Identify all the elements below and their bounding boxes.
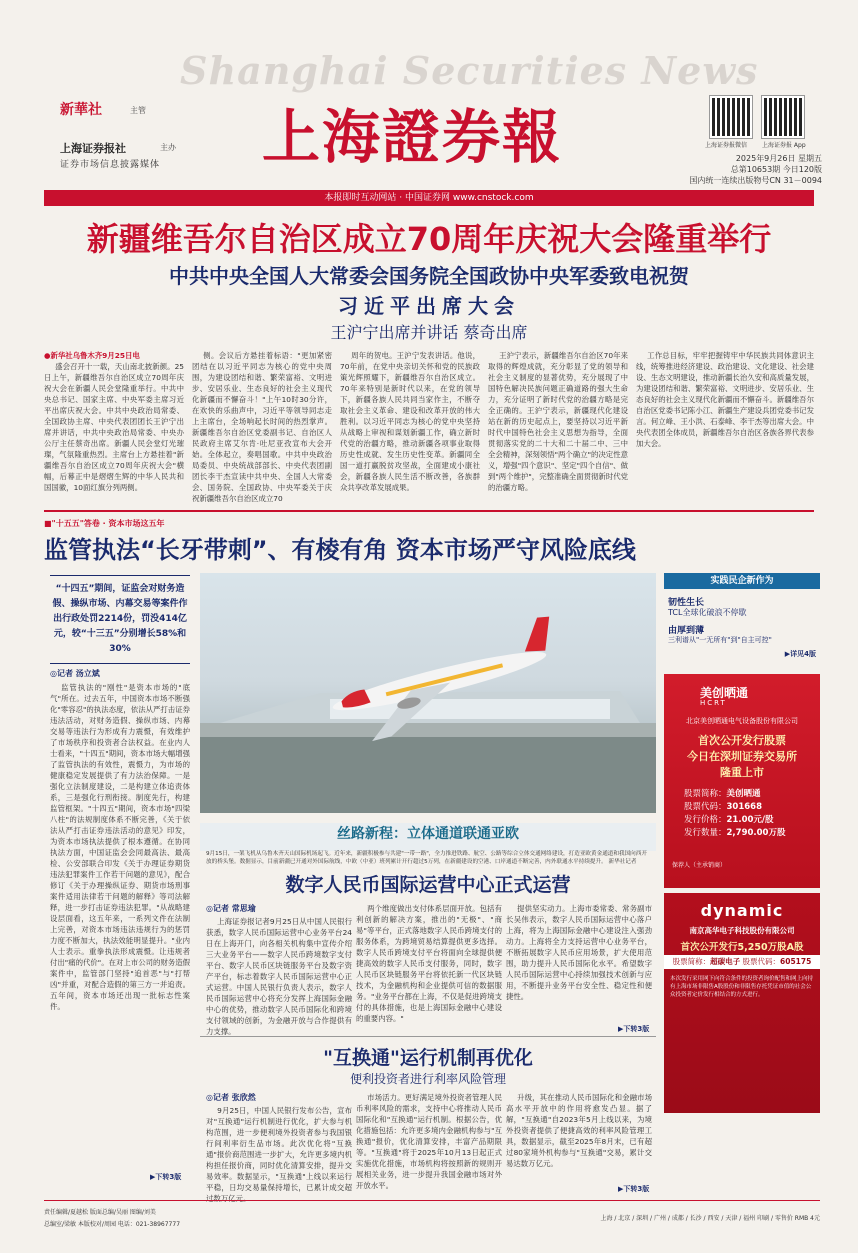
hcrt-row-value: 美创晒通 <box>726 789 761 799</box>
section-divider <box>44 510 814 512</box>
lead-column-5 <box>636 350 814 500</box>
hcrt-row-value: 21.00元/股 <box>726 815 774 825</box>
regulation-headline: 监管执法“长牙带刺”、有棱有角 资本市场严守风险底线 <box>44 536 636 564</box>
section-kicker: ■"十五五"答卷 · 资本市场这五年 <box>44 519 165 528</box>
issue-date: 2025年9月26日 星期五 <box>735 154 822 163</box>
hcrt-row-value: 2,790.00万股 <box>726 828 786 838</box>
dynamic-abbr: 超碳电子 <box>710 957 741 966</box>
feature-item-1-subtitle[interactable]: TCL全球化破浪不停歇 <box>668 608 747 617</box>
website-banner[interactable]: 本报即时互动网站 · 中国证券网 www.cnstock.com <box>44 190 814 206</box>
dynamic-brand: dynamic <box>700 901 784 920</box>
swap-connect-headline: "互换通"运行机制再优化 <box>323 1047 533 1069</box>
swap-column-2 <box>356 1092 502 1193</box>
hcrt-headline-3: 隆重上市 <box>720 766 764 779</box>
section-divider-thin <box>200 1036 656 1037</box>
lead-col4-text: 王沪宁表示，新疆维吾尔自治区70年来取得的辉煌成就，充分彰显了党的领导和社会主义制度的显著优势，充分展现了中国特色解决民族问题正确道路的强大生命力，充分证明了新时代党的治疆方略是完全正确的。王沪宁表示，新疆现代化建设站在新的历史起点上，要坚持以习近平新时代中国特色社会主义思想为指导，全面贯彻落实党的二十大和二十届二中、三中全会精神，深刻领悟"两个确立"的决定性意义，增强"四个意识"、坚定"四个自信"、做到"两个维护"，完整准确全面贯彻新时代党的治疆方略。 <box>488 351 628 492</box>
swap-connect-byline: ◎记者 张欣然 <box>206 1093 256 1102</box>
lead-col2-text: 侧。会议后方悬挂着标语："更加紧密团结在以习近平同志为核心的党中央周围，为建设团结和谐、繁荣富裕、文明进步、安居乐业、生态良好的社会主义现代化新疆而不懈奋斗！"上午10时30分许，在欢快的乐曲声中，习近平等领导同志走上主席台，全场响起长时间的热烈掌声。新疆维吾尔自治区党委副书记、自治区人民政府主席艾尔肯·吐尼亚孜宣布大会开始。全体起立，奏唱国歌。中共中央政治局委员、中央统战部部长、中央代表团副团长李干杰宣读中共中央、全国人大常委会、国务院、全国政协、中央军委关于庆祝新疆维吾尔自治区成立70 <box>192 351 332 503</box>
swap-col2-text: 市场活力。更好满足境外投资者管理人民币利率风险的需求，支持中心将推动人民币国际化和"互换通"运行机制。根据公告，优化措施包括：允许更多境内金融机构参与"互换通"报价，优化清算安排，丰富产品期限等。"互换通"将于2025年10月13日起正式实施优化措施，市场机构将按照新的规则开展相关业务，进一步提升我国金融市场对外开放水平。 <box>356 1093 502 1190</box>
hcrt-row-label: 股票简称： <box>684 789 727 799</box>
feature-item-2-subtitle[interactable]: 三利谱从"一无所有"到"自主可控" <box>668 636 772 644</box>
hcrt-row <box>684 814 785 827</box>
wechat-qr-caption: 上海证券报微信 <box>705 142 748 149</box>
regulation-byline: ◎记者 汤立斌 <box>50 669 100 678</box>
ecny-continued[interactable]: ▶下转3版 <box>618 1025 650 1033</box>
swap-continued[interactable]: ▶下转3版 <box>618 1185 650 1193</box>
photo-credit: 新华社记者 <box>608 859 637 865</box>
lead-col3-text: 周年的贺电。王沪宁发表讲话。他说，70年前，在党中央亲切关怀和党的民族政策光辉照耀下，新疆维吾尔自治区成立。70年来特别是新时代以来，在党的领导下，新疆各族人民共同当家作主，不断夺取社会主义革命、建设和改革开放的伟大胜利。以习近平同志为核心的党中央坚持从战略上审视和谋划新疆工作，确立新时代党的治疆方略，推动新疆各项事业取得历史性成就、发生历史性变革。新疆同全国一道打赢脱贫攻坚战，全面建成小康社会，新疆各族人民生活不断改善，各族群众共享改革发展成果。 <box>340 351 480 492</box>
hcrt-headline-1: 首次公开发行股票 <box>698 734 786 747</box>
ecny-col2-text: 两个维度做出支付体系层面开放。包括有利创新的解决方案，推出的"无极"、"商易"等平台，正式落地数字人民币跨境支付的服务体系，为跨境贸易结算提供更多选择。数字人民币跨境支付平台将面向全球提供便捷高效的数字人民币支付服务，同时，数字人民币区块链服务平台将依托新一代区块链技术，为金融机构和企业提供可信的数据服务。"业务平台都在上海，不仅是促进跨境支付的具体措施，也是上海国际金融中心建设的重要内容。" <box>356 904 502 1023</box>
hcrt-row <box>684 788 785 801</box>
publisher-name: 上海证券报社 <box>60 142 126 155</box>
swap-column-3 <box>506 1092 652 1182</box>
regulation-continued[interactable]: ▶下转3版 <box>150 1173 182 1181</box>
airplane-illustration <box>200 573 656 813</box>
ecny-col1-text: 上海证券报记者9月25日从中国人民银行获悉，数字人民币国际运营中心业务平台24日在上海开门，向各相关机构集中宣传介绍三大业务平台——数字人民币跨境数字支付平台、数字人民币区块链服务平台及数字资产平台，标志着数字人民币国际运营中心正式运营。中国人民银行负责人表示，数字人民币国际运营中心将充分发挥上海国际金融中心的优势，推动数字人民币国际化和跨境支付领域的创新，为金融开放与合作提供有力支撑。 <box>206 917 352 1036</box>
hcrt-brand: 美创晒通 <box>700 686 749 700</box>
feature-box-title: 实践民企新作为 <box>664 573 820 589</box>
dynamic-abbr-label: 股票简称： <box>672 957 711 966</box>
feature-item-1-title[interactable]: 韧性生长 <box>668 598 705 608</box>
hcrt-row-value: 301668 <box>726 802 763 812</box>
feature-see-more[interactable]: ▶详见4版 <box>784 650 816 658</box>
airport-photo <box>200 573 656 813</box>
dynamic-company: 南京高华电子科技股份有限公司 <box>689 926 795 935</box>
xinhua-logo: 新華社 <box>60 102 102 118</box>
photo-caption <box>206 850 652 866</box>
designation-label: 证券市场信息披露媒体 <box>60 160 161 170</box>
hcrt-row <box>684 801 785 814</box>
swap-connect-subtitle: 便利投资者进行利率风险管理 <box>349 1072 506 1086</box>
footer-editors: 责任编辑/夏越松 版面总编/吴丽 图编/刘美 <box>44 1209 156 1216</box>
ecny-col3-text: 提供坚实动力。上海市委常委、常务副市长吴伟表示，数字人民币国际运营中心落户上海，将为上海国际金融中心建设注入强劲动力。上海将全力支持运营中心业务平台，不断拓展数字人民币应用场景，扩大使用范围，助力提升人民币国际化水平。希望数字人民币国际运营中心持续加强技术创新与应用，不断提升业务平台安全性、稳定性和便捷性。 <box>506 904 652 1001</box>
hcrt-row-label: 发行价格： <box>684 815 727 825</box>
feature-item-2-title[interactable]: 由厚到薄 <box>668 626 705 636</box>
ecny-column-3 <box>506 903 652 1021</box>
swap-col1-text: 9月25日，中国人民银行发布公告，宣布对"互换通"运行机制进行优化，扩大参与机构范围，进一步便利境外投资者参与我国银行间利率衍生品市场。此次优化将"互换通"报价商范围进一步扩大，允许更多境内机构担任报价商，同时优化清算安排，提升交易效率。数据显示，"互换通"上线以来运行平稳，日均交易量保持增长，已累计成交超过数万亿元。 <box>206 1106 352 1203</box>
xinhua-role: 主管 <box>130 106 146 115</box>
ecny-byline: ◎记者 常思瑜 <box>206 904 256 913</box>
regulation-body <box>50 682 190 1112</box>
lead-deck-2: 习近平出席大会 <box>338 294 520 318</box>
feature-box <box>664 573 820 665</box>
lead-column-3 <box>340 350 480 500</box>
dynamic-headline: 首次公开发行5,250万股A股 <box>680 942 804 953</box>
page-footer <box>44 1200 820 1241</box>
lead-column-1 <box>44 350 184 500</box>
swap-column-1 <box>206 1105 352 1203</box>
lead-col1-text: 盛会召开十一载，天山南北披新颜。25日上午，新疆维吾尔自治区成立70周年庆祝大会在新疆人民会堂隆重举行。中共中央总书记、国家主席、中央军委主席习近平出席庆祝大会。中共中央政治局常委、全国政协主席、中央代表团团长王沪宁出席并讲话，中共中央政治局常委、中央办公厅主任蔡奇出席。新疆人民会堂灯光璀璨，气氛隆重热烈。主席台上方悬挂着"新疆维吾尔自治区成立70周年庆祝大会"横幅，后幕正中是熠熠生辉的中华人民共和国国徽，10面红旗分列两侧。 <box>44 362 184 492</box>
ecny-column-2 <box>356 903 502 1032</box>
photo-caption-text: 9月15日，一架飞机从乌鲁木齐天山国际机场起飞。近年来，新疆积极参与共建"一带一路"，全力推进铁路、航空、公路等综合立体交通网络建设，打造亚欧黄金通道和我国向西开放的桥头堡。数据显示，目前新疆已开通对外国际航线，中欧（中亚）班列累计开行超过5万列，在新疆建设的空港、口岸通道不断完善，内外联通水平持续提升。 <box>206 851 647 865</box>
hcrt-headline-2: 今日在深圳证券交易所 <box>687 750 797 763</box>
footer-contacts: 总编室/梁敏 本版校对/周园 电话：021-38967777 <box>44 1221 181 1228</box>
regulation-pull-quote: “十四五”期间，证监会对财务造假、操纵市场、内幕交易等案件作出行政处罚2214份，罚没414亿元，较“十三五”分别增长58%和30% <box>50 575 190 664</box>
dynamic-ipo-ad[interactable] <box>664 893 820 1113</box>
wechat-qr-code[interactable] <box>710 96 752 138</box>
lead-col5-text: 工作总目标，牢牢把握铸牢中华民族共同体意识主线，统筹推进经济建设、政治建设、文化建设、社会建设、生态文明建设，推动新疆长治久安和高质量发展，为建设团结和谐、繁荣富裕、文明进步、安居乐业、生态良好的社会主义现代化新疆而不懈奋斗。新疆维吾尔自治区党委书记陈小江、新疆生产建设兵团党委书记发言。何立峰、王小洪、石泰峰、李干杰等出席大会。中央代表团全体成员，新疆维吾尔自治区各族各界代表参加大会。 <box>636 351 814 448</box>
dynamic-code: 605175 <box>780 957 812 966</box>
ecny-column-1 <box>206 916 352 1036</box>
chinese-masthead: 上海證券報 <box>262 103 563 171</box>
lead-column-2 <box>192 350 332 503</box>
swap-col3-text: 升级，其在推动人民币国际化和金融市场高水平开放中的作用将愈发凸显。据了解，"互换通"自2023年5月上线以来，为境外投资者提供了便捷高效的利率风险管理工具，数据显示，截至2025年8月末，已有超过80家境外机构参与"互换通"交易，累计交易达数万亿元。 <box>506 1093 652 1168</box>
regulation-body-text: 监管执法的"刚性"是资本市场的"底气"所在。过去五年，中国资本市场不断强化"零容忍"的执法态度，依法从严打击证券违法活动，对财务造假、操纵市场、内幕交易等违法行为形成有力震慑，有效维护了市场秩序和投资者合法权益。在业内人士看来，"十四五"期间，资本市场大幅增强了监管执法的有效性，震慑力，为市场的健康稳定发展提供了有力法治保障。一是强化立法制度建设，二是构建立体追责体系，三是强化行刑衔接。制度先行，构建监管框架。"十四五"期间，资本市场"四梁八柱"的法规制度体系不断完善，《关于依法从严打击证券违法活动的意见》印发，为资本市场执法提供了根本遵循。在协同执法方面，中国证监会会同最高法、最高检、公安部联合印发《关于办理证券期货违法犯罪案件工作若干问题的意见》，配合修订《关于办理操纵证券、期货市场刑事案件适用法律若干问题的解释》等司法解释，进一步打击证券违法犯罪。"从战略建设层面看，这五年来，一系列文件在法制上完善，对资本市场违法违规行为的惩罚力度不断加大，执法效能明显提升。"业内人士表示。重拳执法形成震慑。让违规者付出"痛的代价"。在对上市公司的财务造假案件中，监管部门坚持"追首恶"与"打帮凶"并重，对配合造假的第三方一并追责。五年间，资本市场还出现一批标志性案件。 <box>50 683 190 1011</box>
hcrt-company: 北京美创晒通电气设备股份有限公司 <box>686 717 798 725</box>
hcrt-details <box>684 788 785 840</box>
hcrt-sponsor: 保荐人（主承销商） <box>672 862 727 869</box>
hcrt-row <box>684 827 785 840</box>
english-masthead: Shanghai Securities News <box>180 48 759 93</box>
hcrt-row-label: 发行数量： <box>684 828 727 838</box>
photo-caption-title: 丝路新程：立体通道联通亚欧 <box>337 826 519 842</box>
hcrt-brand-en: HCRT <box>700 699 727 707</box>
dynamic-code-bar <box>664 955 820 969</box>
dynamic-detail: 本次发行采用网下向符合条件的投资者询价配售和网上向持有上海市场非限售A股股份和非限售存托凭证市值的社会公众投资者定价发行相结合的方式进行。 <box>670 976 814 998</box>
lead-deck-1: 中共中央全国人大常委会国务院全国政协中央军委致电祝贺 <box>169 264 689 288</box>
issue-number: 总第10653期 今日120版 <box>730 165 822 174</box>
hcrt-ipo-ad[interactable] <box>664 674 820 888</box>
app-qr-code[interactable] <box>762 96 804 138</box>
footer-print-cities: 上海 / 北京 / 深圳 / 广州 / 成都 / 长沙 / 西安 / 天津 / 福州 印刷 / 零售价 RMB 4元 <box>600 1215 820 1222</box>
dynamic-code-label: 股票代码： <box>742 957 781 966</box>
ecny-headline: 数字人民币国际运营中心正式运营 <box>285 874 571 896</box>
app-qr-caption: 上海证券报 App <box>762 142 806 149</box>
lead-dateline: ●新华社乌鲁木齐9月25日电 <box>44 351 140 360</box>
publisher-role: 主办 <box>160 143 176 152</box>
lead-column-4 <box>488 350 628 500</box>
lead-deck-3: 王沪宁出席并讲话 蔡奇出席 <box>330 323 528 342</box>
hcrt-row-label: 股票代码： <box>684 802 727 812</box>
lead-headline: 新疆维吾尔自治区成立70周年庆祝大会隆重举行 <box>86 220 772 258</box>
cn-serial-number: 国内统一连续出版物号CN 31－0094 <box>689 176 822 185</box>
